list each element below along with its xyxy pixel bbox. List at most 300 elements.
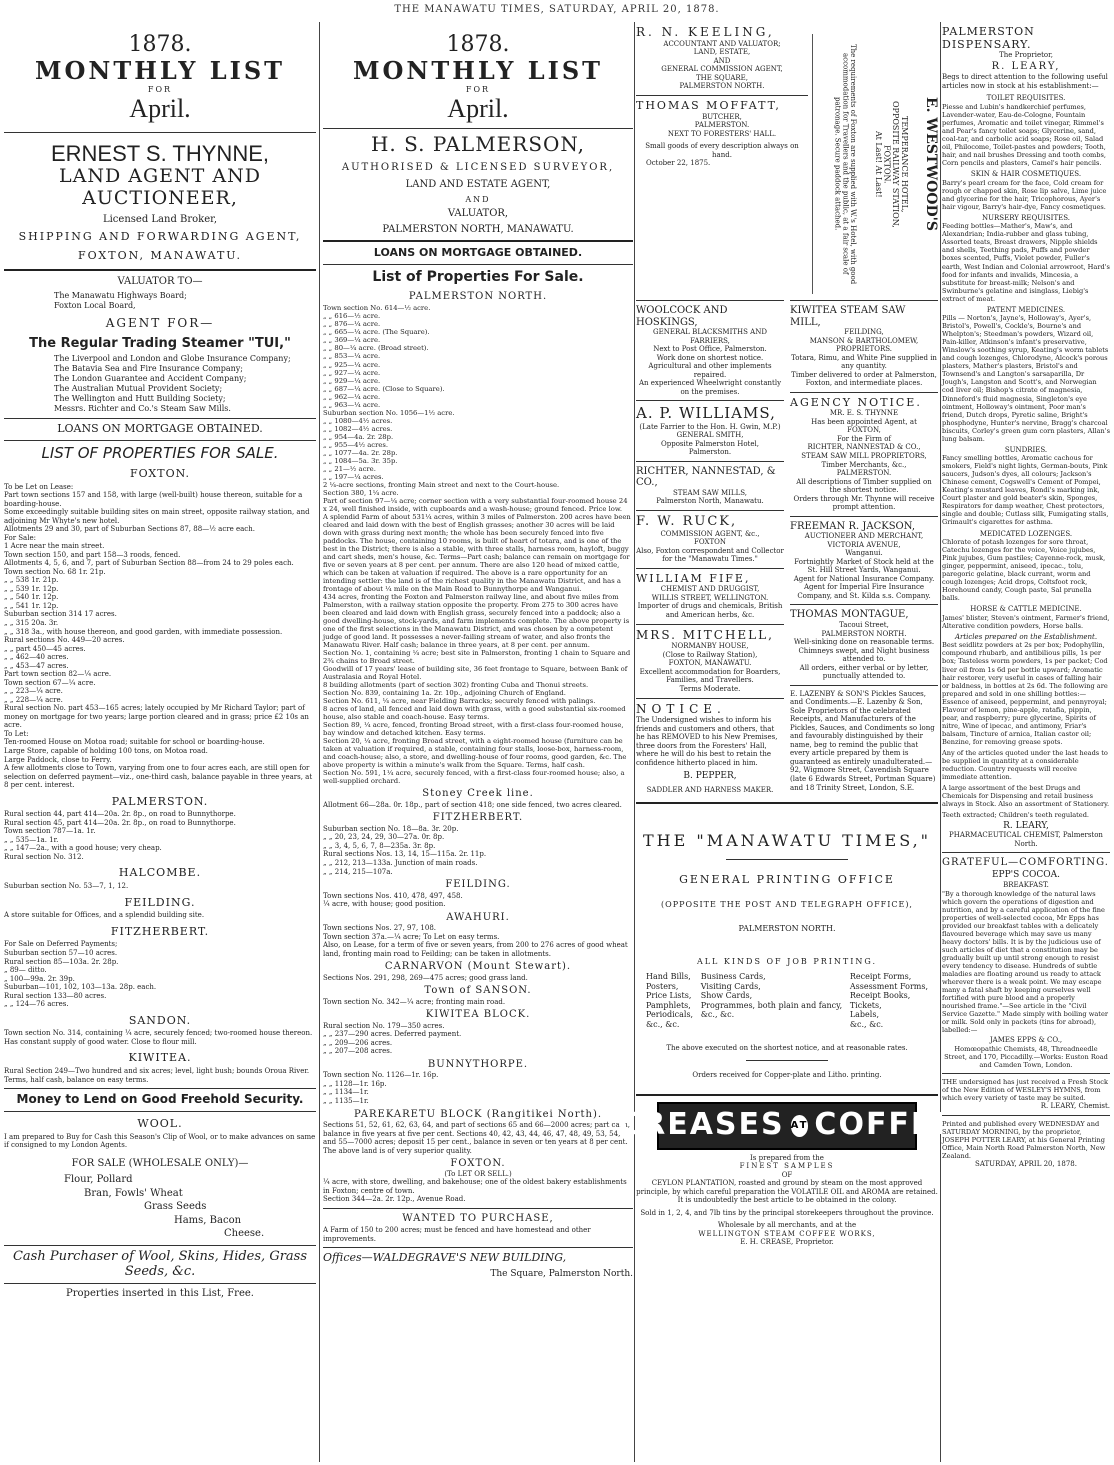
list-item: Excellent accommodation for Boarders, Families, and Travellers. — [639, 667, 781, 685]
and-label: AND — [465, 194, 491, 204]
list-item: AUCTIONEER AND MERCHANT, — [804, 532, 924, 541]
list-item: „ „ 124—76 acres. — [4, 1000, 69, 1009]
list-item: Next to Post Office, Palmerston. — [653, 345, 767, 354]
list-item: A splendid Farm of about 531¼ acres, within 3 miles of Palmerston. 200 acres have been cleared and laid down with the best of English grasses; another 30 acres will be laid down with grass during next month; the whole has been securely fenced into five paddocks. The house, containing 10 rooms, is built of heart of totara, and is one of the best in the District; there is also a stable, with three stalls, harness room, hayloft, buggy and cart sheds, men's house, &c. Terms—Part cash; balance can remain on mortgage for five or seven years at 8 per cent. per annum. There are also 120 head of mixed cattle, which can be taken at valuation if required. The above is a rare opportunity for an intending settler: the land is of the richest quality in the Manawatu District, and has a frontage of about ¼ mile on the Main Road to Bunnythorpe and Wanganui. — [323, 512, 631, 593]
list-item: Well-sinking done on reasonable terms. Chimneys swept, and Night business attended to. — [793, 638, 935, 664]
valuator-heading: VALUATOR TO— — [117, 275, 203, 287]
mitchell-lines — [636, 642, 784, 693]
bunnythorpe-heading: BUNNYTHORPE. — [427, 1058, 529, 1070]
surveyor-place: PALMERSTON NORTH, MANAWATU. — [382, 223, 574, 235]
list-item: Town section 150, and part 158—3 roods, fenced. — [4, 550, 181, 559]
list-item: The Manawatu Highways Board; — [54, 291, 187, 301]
list-item: „ „ 21—½ acre. — [323, 464, 376, 473]
sanson-heading: Town of SANSON. — [424, 985, 532, 997]
skin-list: Barry's pearl cream for the face, Cold cream for rough or chapped skin, Rose lip salve, Lime juice and glycerine for the hair, Tricophorous, Ayer's hair vigour, Barry's hair-dye, Fancy cosmetiques. — [942, 178, 1107, 211]
creases-text: CREASES — [618, 1107, 785, 1143]
list-item: VICTORIA AVENUE, — [827, 540, 901, 549]
advertiser-name: WILLIAM FIFE, — [636, 571, 751, 585]
sundries-list: Fancy smelling bottles, Aromatic cachous for smokers, Field's night lights, German-bouts, Pink saucers, Judson's dyes, all colours; Jackson's Chinese cement, Cogswell's Cement of Pompei, Keating's mustard leaves, Rondi's marking ink, Court plaster and gold beater's skin, Sponges, Respirators for damp weather, Chest protectors, single and double; Cutlass silk, Fumigating stalls, Grimault's cigarettes for asthma. — [942, 454, 1109, 527]
advertiser-name: R. N. KEELING, — [636, 25, 775, 39]
list-item: &c., &c. — [849, 1019, 884, 1029]
list-item: Palmerston North, Manawatu. — [656, 497, 764, 506]
vertical-body-text: The requirements of Foxton are supplied with W.'s Hotel, with good accommodation for Travellers and the public, at a fair scale of patronage. — [833, 43, 857, 285]
section-heading: PATENT MEDICINES. — [986, 305, 1066, 314]
advertiser-name: THOMAS MONTAGUE, — [790, 609, 909, 621]
keeling-lines — [636, 40, 808, 91]
list-item: „ „ 535—1a. 1r. — [4, 835, 59, 844]
list-item: Business Cards, — [700, 971, 766, 981]
feilding-listings — [323, 892, 633, 909]
list-item: „ „ 540 1r. 12p. — [4, 593, 59, 602]
list-item: COMMISSION AGENT, &c., — [660, 529, 760, 538]
advertiser-name: F. W. RUCK, — [636, 513, 738, 529]
column-dispensary — [942, 26, 1110, 1458]
vertical-body — [812, 34, 856, 294]
list-item: Opposite Palmerston Hotel, — [661, 439, 759, 448]
list-item: Hams, Bacon — [174, 1214, 242, 1226]
horse-list: James' blister, Steven's ointment, Farmer's friend, Alterative condition powders, Horse balls. — [942, 613, 1110, 630]
list-item: The Batavia Sea and Fire Insurance Company; — [54, 363, 243, 373]
leary-signature: R. LEARY, — [1003, 821, 1049, 832]
coffee-text: COFFEE — [814, 1107, 956, 1143]
list-item: The Australian Mutual Provident Society; — [54, 383, 223, 393]
list-item: „ „ 665—¼ acre. (The Square). — [323, 328, 430, 337]
loans-heading: LOANS ON MORTGAGE OBTAINED. — [57, 421, 263, 435]
advertiser-name: A. P. WILLIAMS, — [636, 404, 776, 423]
lazenby-ad: E. LAZENBY & SON'S Pickles Sauces, and Condiments.—E. Lazenby & Son, Sole Proprietors of the celebrated Receipts, and Manufacturers of the Pickles, Sauces, and Condiments so long and favourably distinguished by their name, beg to remind the public that every article prepared by them is guaranteed as entirely unadulterated.—92, Wigmore Street, Cavendish Square (late 6 Edwards Street, Portman Square) and 18 Trinity Street, London, S.E. — [790, 689, 936, 792]
feilding-heading: FEILDING. — [445, 879, 511, 891]
list-item: „ „ 541 1r. 12p. — [4, 601, 59, 610]
wanted-heading: WANTED TO PURCHASE, — [402, 1212, 554, 1224]
list-item: Work done on shortest notice. — [656, 353, 764, 362]
list-item: MR. E. S. THYNNE — [829, 409, 899, 418]
valuator: VALUATOR, — [447, 208, 509, 220]
list-item: PROPRIETORS. — [835, 345, 893, 354]
land-agent: LAND AND ESTATE AGENT, — [405, 179, 551, 191]
wool-body: I am prepared to Buy for Cash this Season's Clip of Wool, or to make advances on same if consigned to my London Agents. — [4, 1132, 316, 1150]
list-item: Receipt Books, — [849, 991, 911, 1001]
list-item: „ „ 929—¼ acre. — [323, 376, 381, 385]
vertical-title: E. WESTWOOD'S — [923, 97, 939, 231]
wool-heading: WOOL. — [137, 1116, 183, 1130]
cash-purchaser: Cash Purchaser of Wool, Skins, Hides, Grass Seeds, &c. — [12, 1248, 308, 1279]
list-item: Pamphlets, — [646, 1000, 691, 1010]
fitzherbert-heading: FITZHERBERT. — [432, 812, 524, 824]
foxton-listings — [4, 483, 316, 790]
carnarvon-listing: Sections Nos. 291, 298, 269—475 acres; good grass land. — [323, 973, 528, 982]
valuator-list — [54, 291, 316, 311]
list-item: „ „ 453—47 acres. — [4, 661, 69, 670]
vertical-line: OPPOSITE RAILWAY STATION, — [891, 100, 901, 228]
fitzherbert-listings — [323, 825, 633, 876]
list-item: „ „ 197—¼ acres. — [323, 472, 384, 481]
list-item: „ 100—99a. 2r. 39p. — [4, 974, 75, 983]
list-item: Suburban section 314 17 acres. — [4, 610, 117, 619]
sanson-listing: Town section No. 342—¼ acre; fronting main road. — [323, 997, 506, 1006]
list-item: „ „ 228—¼ acre. — [4, 695, 63, 704]
richter-lines — [636, 489, 784, 506]
nursery-list: Feeding bottles—Mather's, Maw's, and Alexandrian; India-rubber and glass tubing, Assorted teats, Breast drawers, Nipple shields and shells, Teething pads, Puffs and powder boxes scented, Puffs, Violet powder, Fuller's earth, West Indian and Colonial arrowroot, Hard's food for infants and invalids, Mincesia, a substitute for breast-milk; Nelson's and Swinburne's gelatine and isinglass, Liebig's extract of meat. — [942, 222, 1110, 303]
list-item: „ „ 927—¼ acre. — [323, 368, 381, 377]
fitzherbert-heading: FITZHERBERT. — [110, 924, 210, 938]
list-item: Town sections Nos. 27, 97, 108. — [323, 924, 436, 933]
section-heading: TOILET REQUISITES. — [986, 94, 1066, 103]
section-heading: Articles prepared on the Establishment. — [954, 632, 1098, 641]
list-item: The London Guarantee and Accident Company; — [54, 373, 247, 383]
creases-coffee-banner — [618, 1102, 956, 1150]
list-item: „ „ 962—¼ acre. — [323, 392, 381, 401]
list-item: „ „ 223—¼ acre. — [4, 687, 63, 696]
year-heading: 1878. — [446, 32, 510, 57]
pepper-sub: SADDLER AND HARNESS MAKER. — [646, 785, 774, 794]
list-item: Flour, Pollard — [64, 1174, 133, 1186]
list-item: Terms Moderate. — [679, 684, 741, 693]
list-item: Some exceedingly suitable building sites on main street, opposite railway station, and adjoining Mr Whyte's new hotel. — [4, 508, 310, 525]
epps-signature: JAMES EPPS & CO., — [989, 1036, 1063, 1045]
proprietor-line: The Proprietor, — [999, 51, 1053, 60]
list-item: &c., &c. — [646, 1019, 680, 1029]
list-item: „ „ 318 3a., with house thereon, and good garden, with immediate possession. — [4, 627, 283, 636]
list-item: PALMERSTON. — [694, 121, 750, 130]
halcombe-heading: HALCOMBE. — [118, 866, 202, 880]
list-item: CHEMIST AND DRUGGIST, — [660, 585, 760, 594]
list-item: Rural section No. 179—350 acres. — [323, 1021, 445, 1030]
list-item: Rural section 85—103a. 2r. 28p. — [4, 957, 119, 966]
list-item: For the Firm of — [836, 434, 892, 443]
list-item: Suburban section No. 18—8a. 3r. 20p. — [323, 824, 459, 833]
times-opposite: (OPPOSITE THE POST AND TELEGRAPH OFFICE), — [661, 900, 913, 910]
column-rule — [940, 22, 941, 1462]
top-ads — [636, 26, 938, 296]
toilet-list: Piesse and Lubin's handkerchief perfumes, Lavender-water, Eau-de-Cologne, Fountain perfumes, Aromatic and toilet vinegar, Rimmel's and Pear's fancy toilet soaps; Glycerine, sand, coal-tar, and carbolic acid soaps; Rose oil, Salad oil, Philocome, Toilet-pastes and powders; Tooth, hair, and nail brushes Dressing and tooth combs, Corn pencils and plasters, Camel's hair pencils. — [942, 102, 1106, 168]
list-item: Show Cards, — [700, 991, 753, 1001]
times-palmerston: PALMERSTON NORTH. — [738, 923, 836, 933]
coffee-finest: FINEST SAMPLES — [739, 1162, 835, 1171]
list-item: Messrs. Richter and Co.'s Steam Saw Mills. — [54, 403, 231, 413]
kiwitea-listing: Rural Section 249—Two hundred and six acres; level, light bush; bounds Oroua River. Terms, half cash, balance on easy terms. — [4, 1067, 310, 1084]
column-thynne — [4, 26, 316, 1458]
epps-cocoa: EPP'S COCOA. — [991, 869, 1061, 880]
moffatt-date: October 22, 1875. — [646, 159, 711, 168]
list-item: Part town section 82—¼ acre. — [4, 670, 112, 679]
advertiser-name: MRS. MITCHELL, — [636, 627, 774, 642]
list-item: Allotments 4, 5, 6, and 7, part of Suburban Section 88—from 24 to 29 poles each. — [4, 559, 294, 568]
westwood-hotel-vertical-ad — [812, 34, 938, 294]
offices-line: Offices—WALDEGRAVE'S NEW BUILDING, — [323, 1251, 567, 1265]
list-item: 8 acres of land, all fenced and laid down with grass, with a good substantial six-roomed house, also stable and coach-house. Easy terms. — [323, 705, 626, 722]
list-item: Town section No. 614—½ acre. — [323, 304, 431, 313]
wanted-body: A Farm of 150 to 200 acres; must be fenced and have homestead and other improvements. — [323, 1226, 591, 1243]
list-item: An experienced Wheelwright constantly on the premises. — [638, 379, 782, 396]
list-item: „ „ 1128—1r. 16p. — [323, 1079, 387, 1088]
list-item: Ten-roomed House on Motoa road; suitable for school or boarding-house. — [4, 738, 265, 747]
list-item: Foxton Local Board, — [54, 301, 136, 311]
list-item: FEILDING, — [844, 328, 884, 336]
list-item: Orders through Mr. Thynne will receive prompt attention. — [793, 494, 935, 512]
list-item: (Late Farrier to the Hon. H. Gwin, M.P.) — [639, 422, 781, 431]
jackson-lines — [790, 532, 938, 600]
list-item: GENERAL COMMISSION AGENT, — [661, 65, 783, 74]
list-item: „ „ 925—¼ acre. — [323, 360, 381, 369]
agency-lines — [790, 409, 938, 511]
for-label: FOR — [147, 84, 173, 94]
grateful-heading: GRATEFUL—COMFORTING. — [942, 857, 1109, 869]
list-item: Suburban—101, 102, 103—13a. 28p. each. — [4, 983, 157, 992]
list-item: „ „ 1134—1r. — [323, 1088, 369, 1097]
list-item: GENERAL BLACKSMITHS AND FARRIERS, — [653, 328, 767, 345]
list-item: To Let: — [4, 729, 29, 738]
list-item: Section 89, ¼ acre, fenced, fronting Broad street, with a first-class four-roomed house, bay window and detached kitchen. Easy terms. — [323, 721, 624, 738]
feilding-heading: FEILDING. — [124, 895, 196, 909]
list-item: Part town sections 157 and 158, with large (well-built) house thereon, suitable for a boarding-house. — [4, 491, 303, 508]
list-item: All descriptions of Timber supplied on the shortest notice. — [796, 477, 932, 495]
list-item: Section No. 1, containing ¼ acre; best site in Palmerston, fronting 1 chain to Square and 2¾ chains to Broad street. — [323, 649, 631, 666]
agent-for-heading: AGENT FOR— — [105, 316, 215, 331]
palmerston-north-listings — [323, 304, 633, 785]
month-heading: April. — [129, 94, 191, 124]
list-item: Programmes, both plain and fancy, — [700, 1000, 843, 1010]
at-badge: AT — [791, 1115, 809, 1137]
fife-lines — [636, 585, 784, 619]
epps-address: Homœopathic Chemists, 48, Threadneedle Street, and 170, Piccadilly.—Works: Euston Road and Camden Town, London. — [944, 1044, 1108, 1069]
list-item: Suburban section No. 1056—1½ acre. — [323, 408, 455, 417]
advertiser-name: RICHTER, NANNESTAD, & CO., — [636, 465, 776, 489]
for-sale-wholesale: FOR SALE (WHOLESALE ONLY)— — [71, 1157, 249, 1169]
moffatt-body: Small goods of every description always on hand. — [645, 142, 799, 159]
vertical-line: TEMPERANCE HOTEL, — [900, 115, 909, 213]
moffatt-lines — [636, 113, 808, 139]
list-item: Assessment Forms, — [849, 981, 928, 991]
list-item: „ „ 963—¼ acre. — [323, 400, 381, 409]
list-item: „ „ 876—¼ acre. — [323, 320, 381, 329]
fwr-lines — [636, 530, 784, 564]
printing-types — [646, 972, 928, 1030]
tui-steamer: The Regular Trading Steamer "TUI," — [29, 336, 291, 352]
shipping-line: SHIPPING AND FORWARDING AGENT, — [18, 230, 302, 244]
stoney-heading: Stoney Creek line. — [422, 788, 534, 800]
list-item: Importer of drugs and chemicals, British and American herbs, &c. — [637, 602, 783, 619]
loans-heading: LOANS ON MORTGAGE OBTAINED. — [373, 246, 583, 260]
dispensary-intro: Begs to direct attention to the following useful articles now in stock at his establishment:— — [942, 73, 1108, 90]
carnarvon-heading: CARNARVON (Mount Stewart). — [384, 961, 572, 973]
list-item: Periodicals, — [646, 1010, 694, 1020]
list-item: PALMERSTON NORTH. — [679, 82, 765, 91]
parekaretu-heading: PAREKARETU BLOCK (Rangitikei North). — [353, 1108, 603, 1120]
parekaretu-listing: Sections 51, 52, 61, 62, 63, 64, and part of sections 65 and 66—2000 acres; part cash, balance in five years at five per cent. Sections 40, 42, 43, 44, 46, 47, 48, 49, 53, 54, and 55—7000 acres; deposit 15 per cent., balance in seven or ten years at 8 per cent. The above land is of very superior quality. — [323, 1121, 630, 1155]
list-item: Goodwill of 17 years' lease of building site, 36 feet frontage to Square, between Bank of Australasia and Royal Hotel. — [323, 665, 628, 682]
list-item: Town section 67—¼ acre. — [4, 678, 96, 687]
printing-col — [850, 972, 928, 1030]
coffee-prep: Is prepared from the — [750, 1153, 824, 1162]
list-item: Section No. 839, containing 1a. 2r. 10p., adjoining Church of England. — [323, 689, 566, 698]
vertical-line: FOXTON. — [882, 144, 892, 184]
monthly-list-title: MONTHLY LIST — [352, 56, 604, 86]
list-item: „ „ 3, 4, 5, 6, 7, 8—235a. 3r. 8p. — [323, 841, 436, 850]
list-item: THE SQUARE, — [696, 73, 748, 82]
advertiser-name: WOOLCOCK AND HOSKINGS, — [636, 305, 728, 328]
list-item: „ „ 538 1r. 21p. — [4, 576, 59, 585]
times-printing-office: GENERAL PRINTING OFFICE — [679, 872, 895, 886]
list-item: Town section 37a.—¼ acre; To Let on easy terms. — [323, 932, 500, 941]
awahuri-listings — [323, 924, 633, 958]
list-item: „ 89— ditto. — [4, 966, 47, 975]
list-item: Totara, Rimu, and White Pine supplied in any quantity. — [791, 353, 937, 371]
sandon-listing: Town section No. 314, containing ¼ acre, securely fenced; two-roomed house thereon. Has constant supply of good water. Close to flour mill. — [4, 1029, 313, 1046]
breakfast-line: BREAKFAST. — [1003, 881, 1049, 890]
sandon-heading: SANDON. — [128, 1013, 192, 1027]
list-item: Town sections Nos. 410, 478, 497, 458. — [323, 891, 463, 900]
keeling-ad — [636, 26, 808, 168]
list-item: Cheese. — [224, 1228, 265, 1240]
list-item: Price Lists, — [646, 991, 692, 1001]
list-item: „ „ part 450—45 acres. — [4, 644, 86, 653]
advertiser-name: KIWITEA STEAM SAW MILL, — [790, 305, 906, 328]
stoney-listing: Allotment 66—28a. 0r. 18p., part of section 418; one side fenced, two acres cleared. — [323, 800, 622, 809]
list-item: „ „ 462—40 acres. — [4, 653, 69, 662]
list-item: Town section No. 1126—1r. 16p. — [323, 1071, 439, 1080]
list-item: Large Paddock, close to Ferry. — [4, 755, 112, 764]
section-heading: NURSERY REQUISITES. — [982, 213, 1070, 222]
surveyor-role: AUTHORISED & LICENSED SURVEYOR, — [341, 161, 615, 173]
list-item: „ „ 853—¼ acre. — [323, 352, 381, 361]
printing-col — [701, 972, 842, 1030]
ads-right — [790, 296, 938, 794]
list-item: FOXTON — [694, 538, 726, 547]
kiwitea-block-listings — [323, 1022, 633, 1056]
list-item: For Sale: — [4, 533, 36, 542]
list-item: LAND, ESTATE, — [693, 48, 751, 57]
column-rule — [634, 22, 635, 1462]
apw-lines — [636, 423, 784, 457]
section-heading: HORSE & CATTLE MEDICINE. — [970, 605, 1082, 614]
list-item: Agent for Imperial Fire Insurance Company, and St. Kilda s.s. Company. — [797, 583, 931, 600]
ads-left — [636, 296, 784, 794]
list-item: Has been appointed Agent, at — [811, 417, 917, 426]
properties-free: Properties inserted in this List, Free. — [66, 1288, 254, 1300]
halcombe-listing: Suburban section No. 53—7, 1, 12. — [4, 882, 129, 891]
fitzherbert-listings — [4, 940, 316, 1008]
advertiser-name: FREEMAN R. JACKSON, — [790, 520, 916, 532]
vertical-at-last: At Last! At Last! — [874, 130, 883, 198]
times-all-kinds: ALL KINDS OF JOB PRINTING. — [696, 956, 878, 966]
coffee-body: CEYLON PLANTATION, roasted and ground by steam on the most approved principle, by which careful preparation the VOLATILE OIL and AROMA are retained. It is undoubtedly the best article to be obtained in the colony. — [636, 1179, 938, 1205]
list-item: Tickets, — [849, 1000, 882, 1010]
list-item: 434 acres, fronting the Foxton and Palmerston railway line, and about five miles from Palmerston, with a railway station opposite the property. From 275 to 300 acres have been cleared and laid down with English grass, securely fenced into a paddock; also a good dwelling-house, stock-yards, and farm implements complete. The above property is one of the first selections in the Manawatu District, and was chosen by a competent judge of good land. It possesses a never-failing stream of water, and also fronts the Manawatu River. Half cash; balance in three years, at 8 per cent. per annum. — [323, 592, 630, 650]
list-item: Palmerston. — [688, 448, 732, 457]
list-item: STEAM SAW MILLS, — [672, 488, 747, 497]
goods-list — [64, 1173, 316, 1241]
list-item: Section 20, ¼ acre, fronting Broad street, with a eight-roomed house (furniture can be taken at valuation if required, a stable, containing four stalls, loose-box, harness-room, and coach-house; also, a store, and dwelling-house of four rooms, good garden, &c. The above property is within a minute's walk from the Square. Terms, half cash. — [323, 737, 627, 770]
section-heading: SUNDRIES. — [1004, 445, 1048, 454]
list-item: 2 ¼-acre sections, fronting Main street and next to the Court-house. — [323, 480, 560, 489]
montague-lines — [790, 621, 938, 681]
list-item: „ „ 147—2a., with a good house; very cheap. — [4, 844, 162, 853]
list-item: Rural section 133—80 acres. — [4, 991, 107, 1000]
imprint: Printed and published every WEDNESDAY and SATURDAY MORNING, by the proprietor, JOSEPH POTTER LEARY, at his General Printing Office, Main North Road Palmerston North, New Zealand. — [942, 1119, 1106, 1160]
leary-title: PHARMACEUTICAL CHEMIST, Palmerston North. — [949, 831, 1103, 848]
list-item: Tacoui Street, — [839, 620, 889, 629]
list-item: 1 Acre near the main street. — [4, 542, 105, 551]
list-item: „ „ 955—4½ acres. — [323, 440, 388, 449]
list-item: Section 344—2a. 2r. 12p., Avenue Road. — [323, 1195, 466, 1204]
list-item: Rural section 44, part 414—20a. 2r. 8p., on road to Bunnythorpe. — [4, 810, 236, 819]
list-item: Town section No. 68 1r. 21p. — [4, 567, 106, 576]
list-item: Receipt Forms, — [849, 971, 912, 981]
coffee-proprietor: E. H. CREASE, Proprietor. — [740, 1238, 834, 1247]
articles-list: Best seidlitz powders at 2s per box; Podophyllin, compound rhubarb, and antibilious pills, 1s per box; Tasteless worm powders, 1s per packet; Cod liver oil from 1s 6d per bottle upward; Aromatic hair restorer, very useful in cases of falling hair or baldness, in bottles at 2s 6d. The following are prepared and sold in one shilling bottles:—Essence of aniseed, peppermint, and pennyroyal; Flavour of lemon, pine-apple, ratafia, pippin, pear, and raspberry; pure glycerine, Spirits of nitre, Wine of ipecac, and antimony, Friar's balsam, Tincture of arnica, Italian castor oil; Benzine, for removing grease spots. — [942, 641, 1108, 746]
list-item: WILLIS STREET, WELLINGTON. — [651, 593, 769, 602]
list-item: Bran, Fowls' Wheat — [84, 1187, 183, 1199]
list-of-properties-heading: List of Properties For Sale. — [372, 268, 584, 285]
times-orders: Orders received for Copper-plate and Litho. printing. — [692, 1071, 882, 1080]
list-item: For Sale on Deferred Payments; — [4, 940, 118, 949]
section-heading: MEDICATED LOZENGES. — [979, 529, 1073, 538]
list-item: „ „ 214, 215—107a. — [323, 867, 393, 876]
list-item: Town section 787—1a. 1r. — [4, 827, 96, 836]
list-item: Visiting Cards, — [700, 981, 761, 991]
surveyor-name: H. S. PALMERSON, — [370, 131, 586, 156]
list-item: „ „ 1084—5a. 3r. 35p. — [323, 456, 398, 465]
list-item: To be Let on Lease: — [4, 482, 74, 491]
vertical-body-text: Secure paddock attached. — [833, 138, 842, 231]
patent-list: Pills — Norton's, Jayne's, Holloway's, Ayer's, Bristol's, Powell's, Cockle's, Bourne's and Whelpton's; Steedman's powders, Wizard oil, Pain-killer, Atkinson's infant's preservative, Winslow's soothing syrup, Keating's worm tablets and cough lozenges, Chlorodyne, Alcock's porous plasters, Mather's plasters, Bristol's and Townsend's and Langton's sarsaparilla, Dr Jough's, Langston and Scott's, and Norwegian cod liver oil; Bishop's citrate of magnesia, Dinneford's fluid magnesia, Singleton's eye ointment, Holloway's ointment, Poor man's friend, Dutch drops, Pyretic saline, Bright's phosphodyne, Hunter's nervine, Bragg's charcoal biscuits, Corley's green gum corn plasters, Allan's lung balsam. — [942, 314, 1110, 443]
agent-role: LAND AGENT AND AUCTIONEER, — [59, 165, 261, 210]
list-item: AND — [713, 56, 731, 65]
list-of-properties-heading: LIST OF PROPERTIES FOR SALE. — [41, 443, 279, 462]
list-item: Large Store, capable of holding 100 tons, on Motoa road. — [4, 746, 208, 755]
list-item: Suburban section 57—10 acres. — [4, 948, 118, 957]
times-heading: THE "MANAWATU TIMES," — [642, 831, 932, 851]
teeth-line: Teeth extracted; Children's teeth regulated. — [942, 811, 1090, 820]
list-item: Agent for National Insurance Company. — [793, 574, 935, 583]
list-item: Part of section 97—¼ acre; corner section with a very substantial four-roomed house 24 x 24, well finished inside, with cupboards and a wash-house; ground fenced. Price low. — [323, 496, 628, 513]
list-item: „ „ 207—208 acres. — [323, 1047, 393, 1056]
large-assortment: A large assortment of the best Drugs and Chemicals for Dispensing and retail business always in Stock. Also an assortment of Stationery. — [942, 783, 1110, 808]
list-item: „ „ 237—290 acres. Deferred payment. — [323, 1030, 462, 1039]
list-item: PALMERSTON NORTH. — [821, 629, 907, 638]
ads-two-columns — [636, 296, 938, 794]
list-item: „ „ 1077—4a. 2r. 28p. — [323, 448, 398, 457]
list-item: All orders, either verbal or by letter, punctually attended to. — [799, 663, 929, 681]
advertiser-name: AGENCY NOTICE. — [790, 395, 922, 409]
coffee-works: WELLINGTON STEAM COFFEE WORKS, — [698, 1229, 876, 1238]
foxton-sub: (To LET OR SELL.) — [444, 1169, 512, 1178]
list-item: Timber delivered to order at Palmerston, Foxton, and intermediate places. — [791, 370, 937, 388]
column-palmerson — [323, 26, 633, 1458]
list-item: „ „ 1082—4½ acres. — [323, 424, 393, 433]
list-item: STEAM SAW MILL PROPRIETORS, — [801, 452, 927, 461]
any-articles: Any of the articles quoted under the last heads to be supplied in quantity at a considerable reduction. Country requests will receive immediate attention. — [942, 748, 1108, 781]
for-label: FOR — [465, 84, 491, 94]
list-item: Rural section 45, part 414—20a. 2r. 8p., on road to Bunnythorpe. — [4, 818, 236, 827]
list-item: A few allotments close to Town, varying from one to four acres each, are still open for selection on deferred payment—viz., one-third cash, balance payable in three years, at 8 per cent. interest. — [4, 764, 313, 790]
list-item: „ „ 954—4a. 2r. 28p. — [323, 432, 394, 441]
list-item: „ „ 80—¼ acre. (Broad street). — [323, 344, 429, 353]
column-rule — [319, 22, 320, 1462]
list-item: „ „ 1135—1r. — [323, 1097, 369, 1106]
list-item: Also, on Lease, for a term of five or seven years, from 200 to 276 acres of good wheat land, fronting main road to Feilding; can be taken in allotments. — [323, 941, 628, 958]
list-item: Labels, — [849, 1010, 879, 1020]
list-item: Fortnightly Market of Stock held at the St. Hill Street Yards, Wanganui. — [794, 557, 934, 575]
list-item: PALMERSTON. — [836, 469, 892, 478]
list-item: „ „ 20, 23, 24, 29, 30—27a. 0r. 8p. — [323, 833, 445, 842]
list-item: The Wellington and Hutt Building Society; — [54, 393, 226, 403]
foxton-heading: FOXTON. — [129, 466, 191, 480]
bunnythorpe-listings — [323, 1071, 633, 1105]
list-item: NORMANBY HOUSE, — [671, 642, 749, 651]
awahuri-heading: AWAHURI. — [446, 911, 510, 923]
list-item: Hand Bills, — [646, 971, 691, 981]
